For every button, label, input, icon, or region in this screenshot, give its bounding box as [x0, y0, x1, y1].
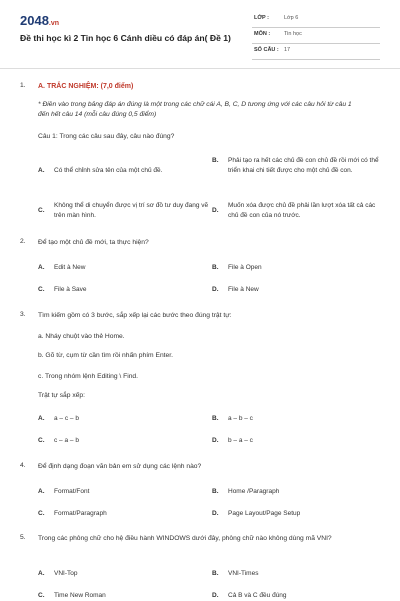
meta-row-subject	[252, 29, 380, 44]
meta-label: SỐ CÂU :	[254, 47, 279, 53]
meta-row-class	[252, 13, 380, 28]
step-item: a. Nháy chuột vào thẻ Home.	[38, 333, 125, 340]
question-number: 1.	[20, 82, 26, 89]
question-text: Tìm kiếm gồm có 3 bước, sắp xếp lại các bước theo đúng trật tự:	[38, 312, 232, 319]
question-text: Để tạo một chủ đề mới, ta thực hiện?	[38, 239, 149, 246]
instruction-text: * Điền vào trong bảng đáp án đúng là một trong các chữ cái A, B, C, D tương ứng với các câu hỏi từ câu 1 đến hết câu 14 (mỗi câu đúng 0,5 điểm)	[38, 101, 352, 118]
question-text: Câu 1: Trong các câu sau đây, câu nào đúng?	[38, 133, 175, 140]
question-number: 2.	[20, 238, 26, 245]
meta-value: Lớp 6	[284, 15, 299, 21]
meta-row-count	[252, 45, 380, 60]
header-divider	[0, 68, 400, 69]
step-item: b. Gõ từ, cụm từ cần tìm rồi nhấn phím Enter.	[38, 352, 173, 359]
site-logo[interactable]: 2048.vn	[20, 13, 60, 28]
step-item: c. Trong nhóm lệnh Editing \ Find.	[38, 373, 138, 380]
page-header	[0, 0, 400, 68]
question-number: 5.	[20, 534, 26, 541]
question-text: Trong các phông chữ cho hệ điều hành WINDOWS dưới đây, phông chữ nào không dùng mã VNI?	[38, 535, 332, 542]
page-title: Đề thi học kì 2 Tin học 6 Cánh diều có đáp án( Đề 1)	[20, 33, 231, 43]
meta-label: LỚP :	[254, 15, 269, 21]
question-text: Để định dạng đoạn văn bản em sử dụng các lệnh nào?	[38, 463, 202, 470]
meta-value: 17	[284, 47, 291, 53]
question-number: 3.	[20, 311, 26, 318]
section-heading: A. TRẮC NGHIỆM: (7,0 điểm)	[38, 83, 134, 90]
meta-label: MÔN :	[254, 31, 271, 37]
order-label: Trật tự sắp xếp:	[38, 392, 85, 399]
question-number: 4.	[20, 462, 26, 469]
meta-value: Tin học	[284, 31, 302, 37]
